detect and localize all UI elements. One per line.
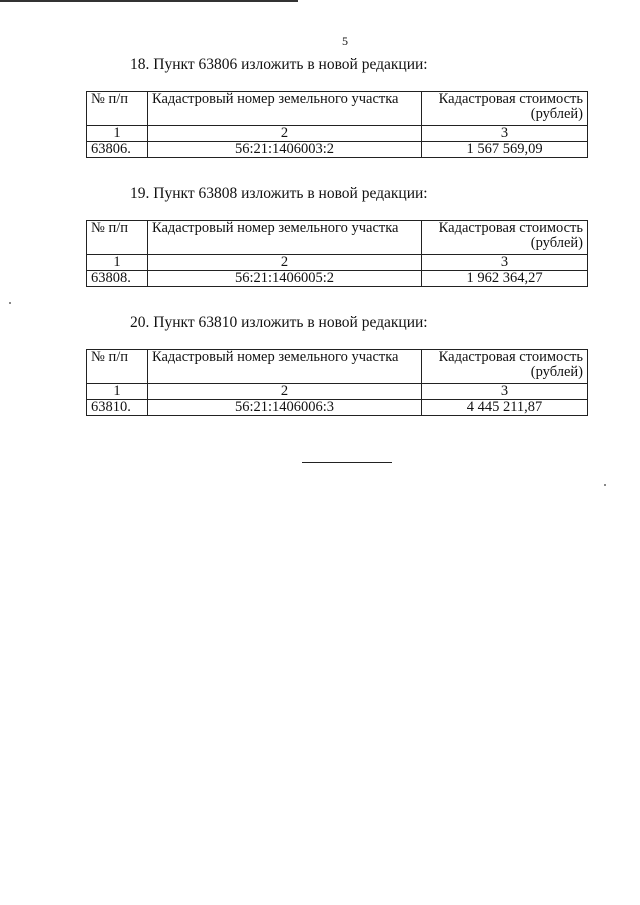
index-cell: 3	[422, 255, 588, 271]
header-cadastral-number: Кадастровый номер земельного участка	[148, 350, 422, 384]
header-cadastral-value: Кадастровая стоимость (рублей)	[422, 350, 588, 384]
scan-speck	[9, 302, 11, 304]
section-heading: 18. Пункт 63806 изложить в новой редакции:	[130, 56, 428, 73]
index-cell: 1	[87, 384, 148, 400]
header-cadastral-value: Кадастровая стоимость (рублей)	[422, 221, 588, 255]
row-cadastral-number: 56:21:1406005:2	[148, 271, 422, 287]
top-rule	[0, 0, 298, 2]
index-cell: 2	[148, 126, 422, 142]
cadastral-table	[86, 220, 588, 287]
table-row	[87, 400, 588, 416]
section-heading: 20. Пункт 63810 изложить в новой редакции:	[130, 314, 428, 331]
amendments	[86, 56, 588, 443]
index-cell: 3	[422, 126, 588, 142]
row-cadastral-value: 4 445 211,87	[422, 400, 588, 416]
table-row	[87, 271, 588, 287]
header-cadastral-value: Кадастровая стоимость (рублей)	[422, 92, 588, 126]
table-header-row	[87, 350, 588, 384]
closing-rule	[302, 462, 392, 463]
index-cell: 1	[87, 126, 148, 142]
amendment-section	[86, 314, 588, 416]
table-index-row	[87, 255, 588, 271]
row-cadastral-number: 56:21:1406006:3	[148, 400, 422, 416]
table-index-row	[87, 126, 588, 142]
amendment-section	[86, 185, 588, 287]
row-cadastral-value: 1 567 569,09	[422, 142, 588, 158]
header-num: № п/п	[87, 350, 148, 384]
page-number: 5	[342, 34, 348, 48]
header-num: № п/п	[87, 92, 148, 126]
table-row	[87, 142, 588, 158]
section-heading: 19. Пункт 63808 изложить в новой редакции:	[130, 185, 428, 202]
index-cell: 3	[422, 384, 588, 400]
header-cadastral-number: Кадастровый номер земельного участка	[148, 92, 422, 126]
table-header-row	[87, 221, 588, 255]
cadastral-table	[86, 349, 588, 416]
table-header-row	[87, 92, 588, 126]
scan-speck	[604, 484, 606, 486]
index-cell: 1	[87, 255, 148, 271]
row-cadastral-value: 1 962 364,27	[422, 271, 588, 287]
header-num: № п/п	[87, 221, 148, 255]
table-index-row	[87, 384, 588, 400]
row-num: 63808.	[87, 271, 148, 287]
row-num: 63806.	[87, 142, 148, 158]
header-cadastral-number: Кадастровый номер земельного участка	[148, 221, 422, 255]
cadastral-table	[86, 91, 588, 158]
index-cell: 2	[148, 255, 422, 271]
amendment-section	[86, 56, 588, 158]
row-cadastral-number: 56:21:1406003:2	[148, 142, 422, 158]
index-cell: 2	[148, 384, 422, 400]
row-num: 63810.	[87, 400, 148, 416]
